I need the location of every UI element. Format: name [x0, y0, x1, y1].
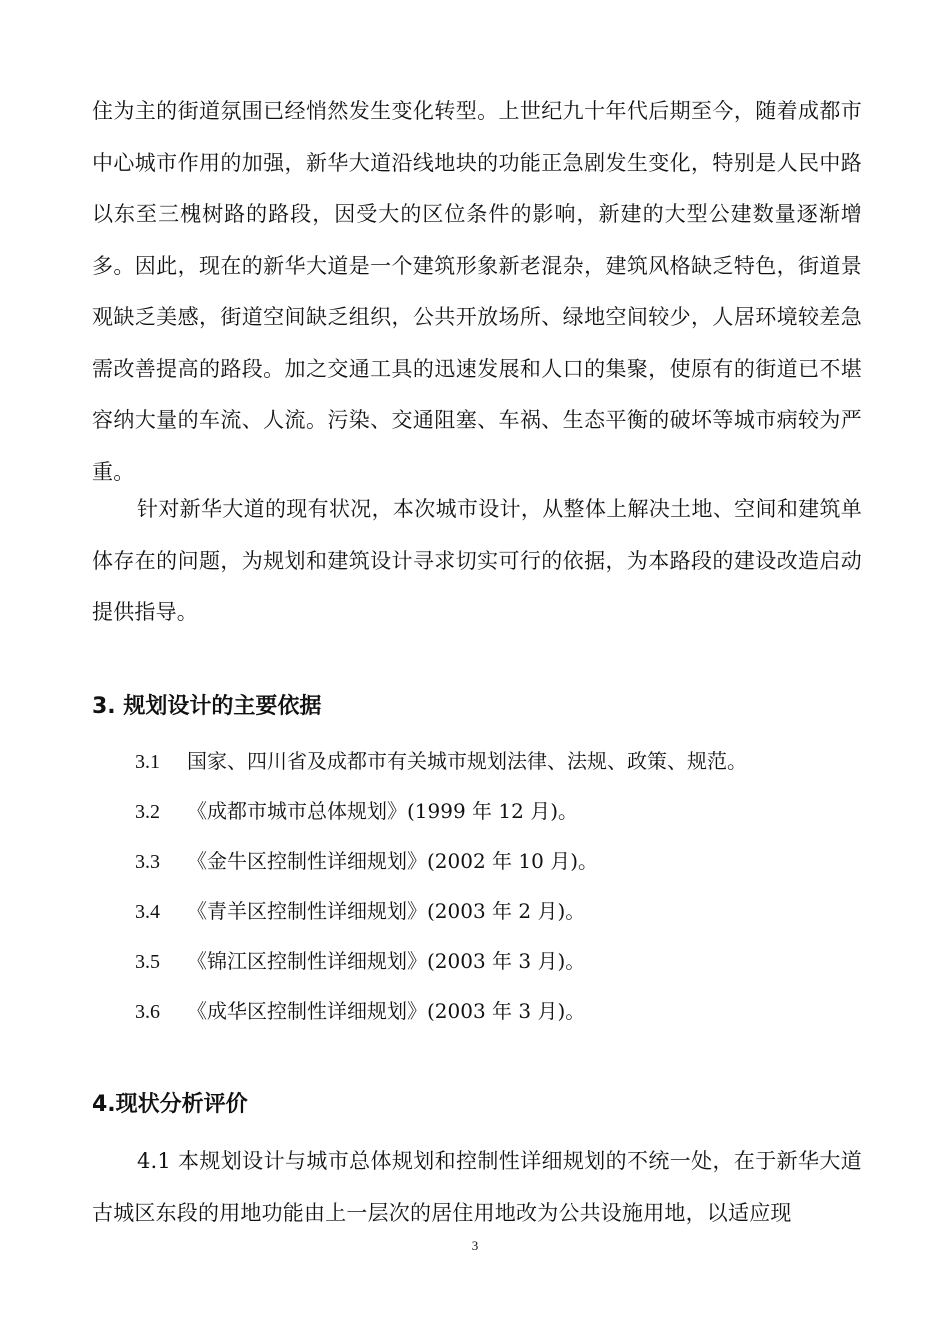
- list-item-number: 3.4: [135, 901, 160, 923]
- list-item-number: 3.5: [135, 951, 160, 973]
- list-item: [135, 836, 855, 886]
- list-item-text: 《青羊区控制性详细规划》(2003 年 2 月)。: [187, 899, 586, 923]
- list-item-number: 3.3: [135, 851, 160, 873]
- paragraph-design-purpose: 针对新华大道的现有状况，本次城市设计，从整体上解决土地、空间和建筑单体存在的问题，为规划和建筑设计寻求切实可行的依据，为本路段的建设改造启动提供指导。: [92, 497, 862, 624]
- list-item-number: 3.6: [135, 1001, 160, 1023]
- list-item: [135, 736, 855, 786]
- list-item-number: 3.1: [135, 751, 160, 773]
- section-3-heading: 3. 规划设计的主要依据: [92, 694, 322, 719]
- basis-list: [135, 736, 855, 1036]
- list-item-text: 《成华区控制性详细规划》(2003 年 3 月)。: [187, 999, 586, 1023]
- paragraph-street-status: 住为主的街道氛围已经悄然发生变化转型。上世纪九十年代后期至今，随着成都市中心城市作用的加强，新华大道沿线地块的功能正急剧发生变化，特别是人民中路以东至三槐树路的路段，因受大的区位条件的影响，新建的大型公建数量逐渐增多。因此，现在的新华大道是一个建筑形象新老混杂，建筑风格缺乏特色，街道景观缺乏美感，街道空间缺乏组织，公共开放场所、绿地空间较少，人居环境较差急需改善提高的路段。加之交通工具的迅速发展和人口的集聚，使原有的街道已不堪容纳大量的车流、人流。污染、交通阻塞、车祸、生态平衡的破坏等城市病较为严重。: [92, 99, 862, 484]
- list-item-text: 《锦江区控制性详细规划》(2003 年 3 月)。: [187, 949, 586, 973]
- page-number: 3: [471, 1238, 479, 1253]
- list-item-text: 国家、四川省及成都市有关城市规划法律、法规、政策、规范。: [187, 749, 747, 773]
- list-item-number: 3.2: [135, 801, 160, 823]
- list-item-text: 《金牛区控制性详细规划》(2002 年 10 月)。: [187, 849, 599, 873]
- list-item: [135, 986, 855, 1036]
- list-item-text: 《成都市城市总体规划》(1999 年 12 月)。: [187, 799, 579, 823]
- list-item: [135, 886, 855, 936]
- section-4-heading: 4.现状分析评价: [92, 1092, 248, 1117]
- list-item: [135, 786, 855, 836]
- list-item: [135, 936, 855, 986]
- paragraph-4-1: 4.1 本规划设计与城市总体规划和控制性详细规划的不统一处，在于新华大道古城区东段的用地功能由上一层次的居住用地改为公共设施用地，以适应现: [92, 1149, 862, 1225]
